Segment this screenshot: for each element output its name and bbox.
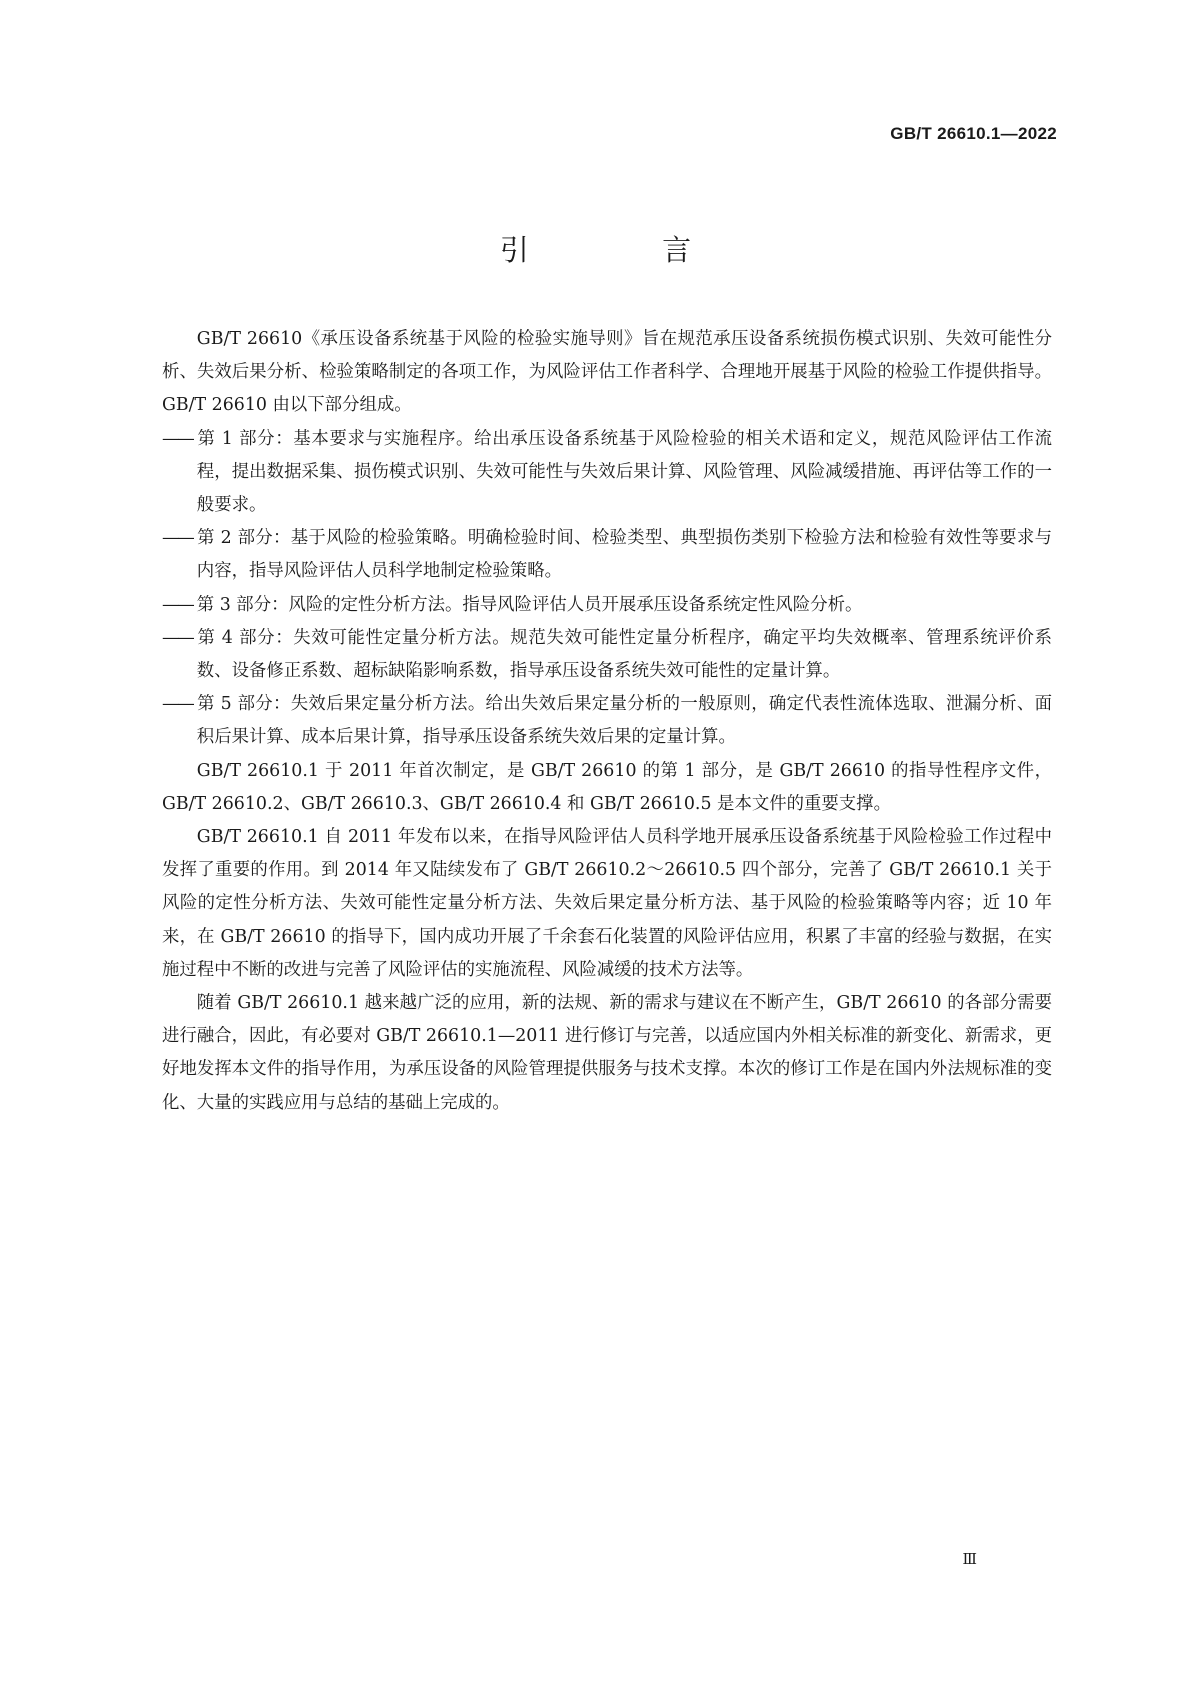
list-item bbox=[162, 622, 1052, 688]
list-item bbox=[162, 688, 1052, 754]
body-paragraph: GB/T 26610.1 于 2011 年首次制定，是 GB/T 26610 的第 1 部分，是 GB/T 26610 的指导性程序文件，GB/T 26610.2、GB/T 26610.3、GB/T 26610.4 和 GB/T 26610.5 是本文件的重要支撑。 bbox=[162, 760, 1052, 814]
page-number: Ⅲ bbox=[962, 1550, 977, 1568]
list-item-text: 第 3 部分：风险的定性分析方法。指导风险评估人员开展承压设备系统定性风险分析。 bbox=[196, 594, 863, 615]
list-item bbox=[162, 522, 1052, 588]
body-paragraph: GB/T 26610.1 自 2011 年发布以来，在指导风险评估人员科学地开展承压设备系统基于风险检验工作过程中发挥了重要的作用。到 2014 年又陆续发布了 GB/T 26610.2～26610.5 四个部分，完善了 GB/T 26610.1 关于风险的定性分析方法、失效可能性定量分析方法、失效后果定量分析方法、基于风险的检验策略等内容；近 10 年来，在 GB/T 26610 的指导下，国内成功开展了千余套石化装置的风险评估应用，积累了丰富的经验与数据，在实施过程中不断的改进与完善了风险评估的实施流程、风险减缓的技术方法等。 bbox=[162, 827, 1052, 980]
body-paragraph: 随着 GB/T 26610.1 越来越广泛的应用，新的法规、新的需求与建议在不断产生，GB/T 26610 的各部分需要进行融合，因此，有必要对 GB/T 26610.1—2011 进行修订与完善，以适应国内外相关标准的新变化、新需求，更好地发挥本文件的指导作用，为承压设备的风险管理提供服务与技术支撑。本次的修订工作是在国内外法规标准的变化、大量的实践应用与总结的基础上完成的。 bbox=[162, 993, 1052, 1113]
list-item bbox=[162, 589, 1052, 622]
list-dash: —— bbox=[162, 627, 193, 648]
list-item-text: 第 5 部分：失效后果定量分析方法。给出失效后果定量分析的一般原则，确定代表性流体选取、泄漏分析、面积后果计算、成本后果计算，指导承压设备系统失效后果的定量计算。 bbox=[196, 694, 1052, 748]
list-item-text: 第 2 部分：基于风险的检验策略。明确检验时间、检验类型、典型损伤类别下检验方法和检验有效性等要求与内容，指导风险评估人员科学地制定检验策略。 bbox=[196, 528, 1052, 582]
page-title: 引 言 bbox=[499, 233, 754, 267]
list-dash: —— bbox=[162, 528, 193, 549]
list-item-text: 第 4 部分：失效可能性定量分析方法。规范失效可能性定量分析程序，确定平均失效概率、管理系统评价系数、设备修正系数、超标缺陷影响系数，指导承压设备系统失效可能性的定量计算。 bbox=[196, 627, 1052, 682]
list-item-text: 第 1 部分：基本要求与实施程序。给出承压设备系统基于风险检验的相关术语和定义，规范风险评估工作流程，提出数据采集、损伤模式识别、失效可能性与失效后果计算、风险管理、风险减缓措施、再评估等工作的一般要求。 bbox=[196, 428, 1052, 516]
standard-code: GB/T 26610.1—2022 bbox=[890, 124, 1057, 143]
list-item bbox=[162, 423, 1052, 523]
list-dash: —— bbox=[162, 428, 193, 449]
intro-paragraph: GB/T 26610《承压设备系统基于风险的检验实施导则》旨在规范承压设备系统损伤模式识别、失效可能性分析、失效后果分析、检验策略制定的各项工作，为风险评估工作者科学、合理地开展基于风险的检验工作提供指导。GB/T 26610 由以下部分组成。 bbox=[162, 329, 1052, 416]
list-dash: —— bbox=[162, 694, 193, 715]
introduction-body bbox=[162, 323, 1052, 1120]
list-dash: —— bbox=[162, 594, 193, 615]
